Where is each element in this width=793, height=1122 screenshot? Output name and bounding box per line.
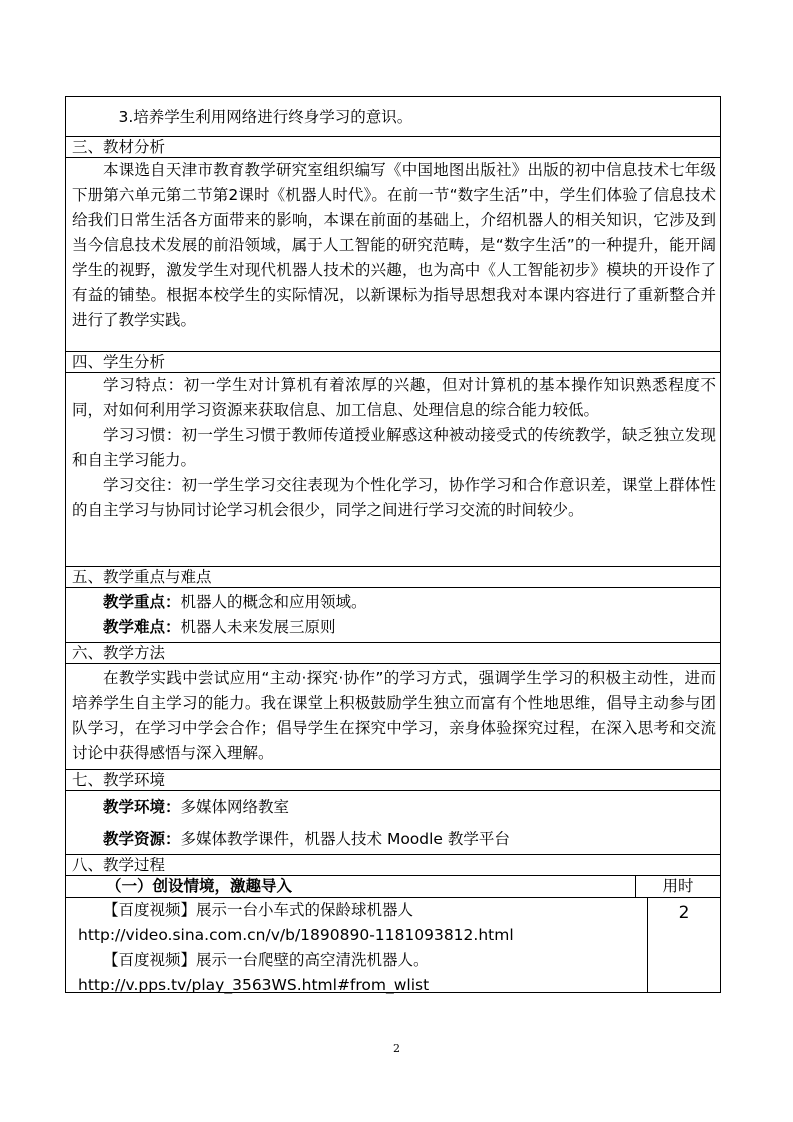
video-url: http://video.sina.com.cn/v/b/1890890-1181093812.html <box>78 926 514 944</box>
section-4-title <box>66 352 720 373</box>
resource-text: 多媒体教学课件，机器人技术 Moodle 教学平台 <box>180 830 510 848</box>
section-8-title <box>66 855 720 876</box>
video-item-label: 【百度视频】展示一台小车式的保龄球机器人 <box>103 901 414 919</box>
section-title: 三、教材分析 <box>72 138 166 156</box>
section-7-content <box>66 791 720 855</box>
video-url: http://v.pps.tv/play_3563WS.html#from_wlist <box>78 976 430 994</box>
section-title: 五、教学重点与难点 <box>72 568 212 586</box>
resource-label: 教学资源： <box>103 830 181 848</box>
paragraph: 学习交往：初一学生学习交往表现为个性化学习，协作学习和合作意识差，课堂上群体性的自主学习与协同讨论学习机会很少，同学之间进行学习交流的时间较少。 <box>72 476 716 519</box>
section-title: 六、教学方法 <box>72 644 166 662</box>
section-6-title <box>66 643 720 664</box>
section-7-title <box>66 770 720 791</box>
section-title: 七、教学环境 <box>72 771 166 789</box>
difficulty-label: 教学难点： <box>103 618 181 636</box>
section-4-content <box>66 373 720 567</box>
paragraph: 在教学实践中尝试应用“主动·探究·协作”的学习方式，强调学生学习的积极主动性，进而培养学生自主学习的能力。我在课堂上积极鼓励学生独立而富有个性地思维，倡导主动参与团队学习，在学习中学会合作；倡导学生在探究中学习，亲身体验探究过程，在深入思考和交流讨论中获得感悟与深入理解。 <box>72 669 716 762</box>
paragraph: 学习特点：初一学生对计算机有着浓厚的兴趣，但对计算机的基本操作知识熟悉程度不同，对如何利用学习资源来获取信息、加工信息、处理信息的综合能力较低。 <box>72 376 716 419</box>
section-5-content <box>66 588 720 643</box>
lesson-plan-table <box>65 96 721 993</box>
section-6-content <box>66 664 720 770</box>
section-title: 四、学生分析 <box>72 353 166 371</box>
environment-label: 教学环境： <box>103 798 181 816</box>
process-subtitle: （一）创设情境，激趣导入 <box>66 876 636 897</box>
environment-text: 多媒体网络教室 <box>180 798 290 816</box>
objective-item-3 <box>66 97 720 137</box>
time-value: 2 <box>678 903 690 923</box>
key-point-label: 教学重点： <box>103 593 181 611</box>
objective-text: 3.培养学生利用网络进行终身学习的意识。 <box>118 108 413 126</box>
process-items <box>66 898 648 992</box>
time-header: 用时 <box>662 877 694 895</box>
section-title: 八、教学过程 <box>72 856 166 874</box>
key-point-text: 机器人的概念和应用领域。 <box>180 593 367 611</box>
paragraph: 本课选自天津市教育教学研究室组织编写《中国地图出版社》出版的初中信息技术七年级下册第六单元第二节第2课时《机器人时代》。在前一节“数字生活”中，学生们体验了信息技术给我们日常生活各方面带来的影响，本课在前面的基础上，介绍机器人的相关知识，它涉及到当今信息技术发展的前沿领域，属于人工智能的研究范畴，是“数字生活”的一种提升，能开阔学生的视野，激发学生对现代机器人技术的兴趣，也为高中《人工智能初步》模块的开设作了有益的铺垫。根据本校学生的实际情况，以新课标为指导思想我对本课内容进行了重新整合并进行了教学实践。 <box>72 161 716 329</box>
paragraph: 学习习惯：初一学生习惯于教师传道授业解惑这种被动接受式的传统教学，缺乏独立发现和自主学习能力。 <box>72 426 716 469</box>
video-item-label: 【百度视频】展示一台爬壁的高空清洗机器人。 <box>103 951 429 969</box>
page-number: 2 <box>393 1042 400 1055</box>
process-header-row <box>66 876 720 898</box>
section-3-title <box>66 137 720 158</box>
section-3-content <box>66 158 720 352</box>
process-content-row <box>66 898 720 992</box>
section-5-title <box>66 567 720 588</box>
difficulty-text: 机器人未来发展三原则 <box>180 618 336 636</box>
